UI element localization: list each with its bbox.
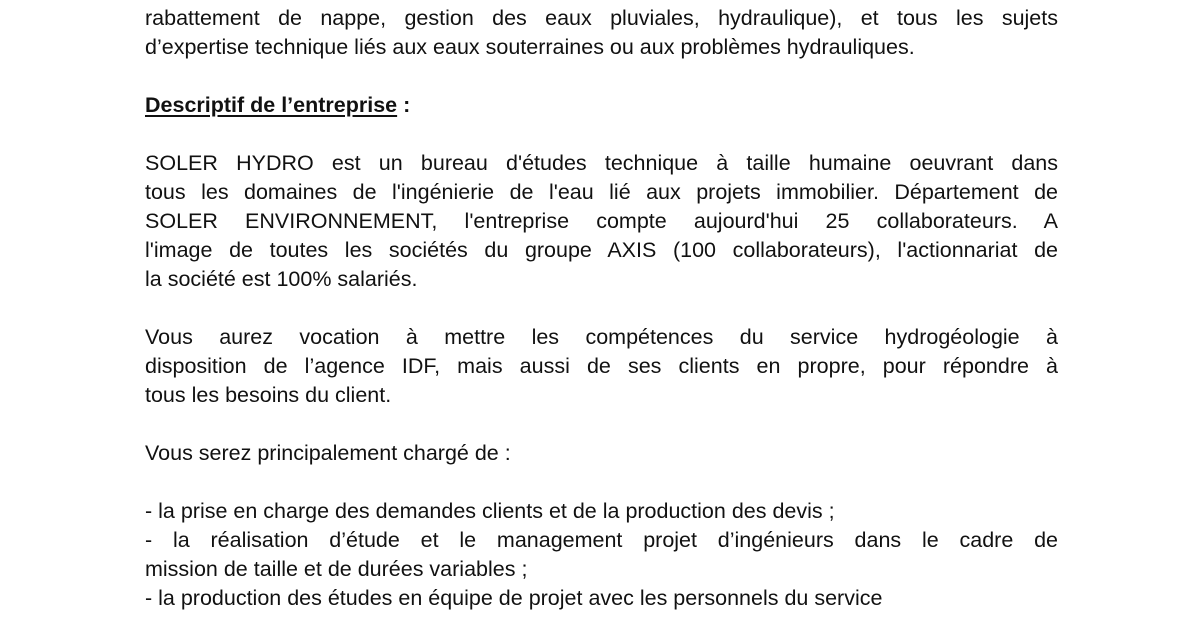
list-item: - la réalisation d’étude et le management projet d’ingénieurs dans le cadre de [145, 528, 1058, 552]
body-line: SOLER ENVIRONNEMENT, l'entreprise compte aujourd'hui 25 collaborateurs. A [145, 209, 1058, 233]
section-heading [145, 91, 1058, 120]
heading-text: Descriptif de l’entreprise [145, 93, 398, 117]
body-line: l'image de toutes les sociétés du groupe AXIS (100 collaborateurs), l'actionnariat de [145, 238, 1058, 262]
body-line: Vous serez principalement chargé de : [145, 441, 511, 465]
body-line: d’expertise technique liés aux eaux souterraines ou aux problèmes hydrauliques. [145, 35, 915, 59]
heading-suffix: : [397, 93, 411, 117]
body-line: Vous aurez vocation à mettre les compétences du service hydrogéologie à [145, 325, 1058, 349]
body-line: rabattement de nappe, gestion des eaux pluviales, hydraulique), et tous les sujets [145, 6, 1058, 30]
list-item: mission de taille et de durées variables ; [145, 557, 528, 581]
body-line: tous les domaines de l'ingénierie de l'eau lié aux projets immobilier. Département de [145, 180, 1058, 204]
body-line: disposition de l’agence IDF, mais aussi de ses clients en propre, pour répondre à [145, 354, 1058, 378]
body-line: la société est 100% salariés. [145, 267, 418, 291]
body-line: tous les besoins du client. [145, 383, 392, 407]
body-line: SOLER HYDRO est un bureau d'études technique à taille humaine oeuvrant dans [145, 151, 1058, 175]
list-item: - la production des études en équipe de projet avec les personnels du service [145, 586, 883, 610]
list-item: - la prise en charge des demandes clients et de la production des devis ; [145, 499, 835, 523]
